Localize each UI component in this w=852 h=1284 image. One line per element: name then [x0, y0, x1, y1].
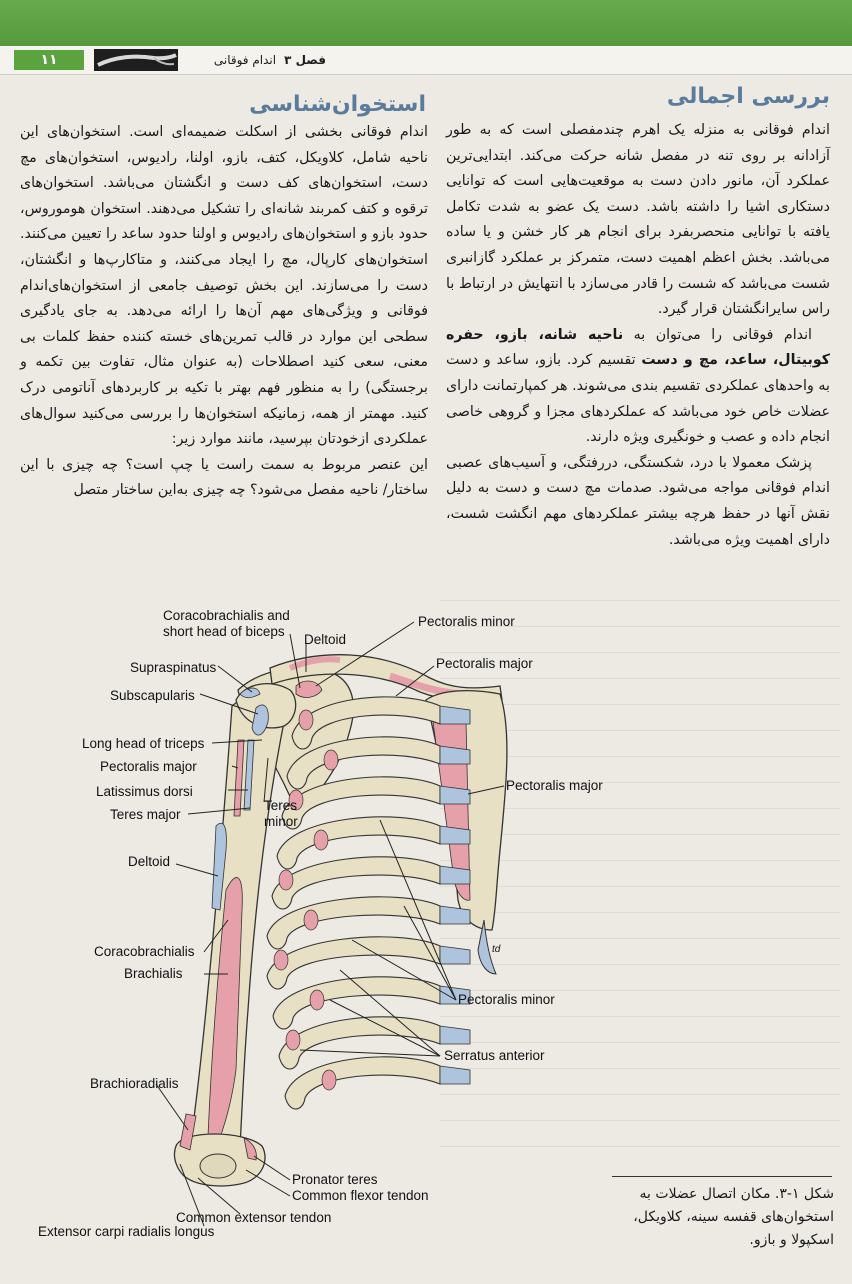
regions-bold: ناحیه شانه، بازو، حفره کوبیتال، ساعد، مچ و دست — [446, 326, 830, 369]
label-pectoralis-major-top: Pectoralis major — [436, 656, 533, 671]
label-teres-minor-2: minor — [264, 814, 298, 829]
chapter-label: فصل ۳ — [284, 53, 326, 67]
serratus-slip — [310, 990, 324, 1010]
label-common-extensor-tendon: Common extensor tendon — [176, 1210, 332, 1225]
label-brachioradialis: Brachioradialis — [90, 1076, 179, 1091]
overview-paragraph-2: اندام فوقانی را می‌توان به ناحیه شانه، بازو، حفره کوبیتال، ساعد، مچ و دست تقسیم کرد. بازو، ساعد و دست به واحدهای عملکردی تقسیم بندی می‌شوند. هر کمپارتمانت دارای عضلات خاص خود می‌باشد که عملکردهای مجزا و گروهی خاصی انجام داده و عصب و خونگیری ویژه دارند. — [446, 326, 830, 446]
overview-paragraph-3: پزشک معمولا با درد، شکستگی، دررفتگی، و آسیب‌های عصبی اندام فوقانی مواجه می‌شود. صدمات مچ دست و دست به دلیل نقش آنها در حفظ هرچه بیشتر عملکردهای مهم انگشت شست، دارای اهمیت ویژه می‌باشد. — [446, 454, 830, 548]
label-coracobrachialis-2: short head of biceps — [163, 624, 285, 639]
page-number: ۱۱ — [14, 50, 84, 70]
chapter-header — [190, 50, 326, 70]
serratus-slip — [279, 870, 293, 890]
costal-cartilage — [440, 1066, 470, 1084]
label-subscapularis: Subscapularis — [110, 688, 195, 703]
caption-rule — [612, 1176, 832, 1177]
label-supraspinatus: Supraspinatus — [130, 660, 217, 675]
label-teres-minor-1: Teres — [264, 798, 298, 813]
heading-overview: بررسی اجمالی — [666, 84, 830, 109]
header-thumbnail-image — [94, 49, 178, 71]
artist-mark: td — [492, 944, 501, 955]
costal-cartilage — [440, 946, 470, 964]
label-pectoralis-minor-bottom: Pectoralis minor — [458, 992, 555, 1007]
osteology-paragraph-1: اندام فوقانی بخشی از اسکلت ضمیمه‌ای است. استخوان‌های این ناحیه شامل، کلاویکل، کتف، بازو، اولنا، رادیوس، استخوان‌های مچ دست، استخوان‌های کف دست و انگشتان می‌باشد. استخوان‌های ترقوه و کتف کمربند شانه‌ای را تشکیل می‌دهند. استخوان هوموروس، حدود بازو و استخوان‌های رادیوس و اولنا حدود ساعد را تعیین می‌کنند. استخوان‌های کارپال، مچ را ایجاد می‌کنند، و متاکارپ‌ها و انگشتان، دست را می‌سازند. این بخش توصیف جامعی از استخوان‌های‌اندام فوقانی و ویژگی‌های مهم آن‌ها را ارائه می‌دهد. به جای یادگیری سطحی این موارد در قالب تمرین‌های خسته کننده حفظ کلمات بی معنی، سعی کنید اصطلاحات (به عنوان مثال، تفاوت بین تکمه و برجستگی) را به منظور فهم بهتر با تکیه بر کاربردهای آناتومی درک کنید. مهمتر از همه، زمانیکه استخوان‌ها را بررسی می‌کنید سوال‌های عملکردی ازخودتان بپرسید، مانند موارد زیر: — [20, 124, 428, 448]
label-deltoid-top: Deltoid — [304, 632, 347, 647]
label-pectoralis-minor-top: Pectoralis minor — [418, 614, 515, 629]
serratus-slip — [286, 1030, 300, 1050]
label-deltoid-left: Deltoid — [128, 854, 171, 869]
overview-column — [446, 118, 830, 553]
serratus-slip — [299, 710, 313, 730]
figure-caption: شکل ۱-۳. مکان اتصال عضلات به استخوان‌های قفسه سینه، کلاویکل، اسکپولا و بازو. — [633, 1186, 834, 1248]
rib — [285, 1057, 440, 1109]
label-coracobrachialis-1: Coracobrachialis and — [163, 608, 290, 623]
label-pectoralis-major-right: Pectoralis major — [506, 778, 603, 793]
costal-cartilage — [440, 1026, 470, 1044]
label-latissimus-dorsi: Latissimus dorsi — [96, 784, 193, 799]
label-teres-major: Teres major — [110, 807, 181, 822]
overview-paragraph-1: اندام فوقانی به منزله یک اهرم چندمفصلی است که به طور آزادانه بر روی تنه در مفصل شانه حرکت می‌کند. ابتدایی‌ترین عملکرد آن، مانور دادن دست به موقعیت‌هایی است که توانایی دستکاری اشیا را داشته باشد. دست یک عضو به شدت تکامل یافته با توانایی منحصربفرد برای انجام هر کار خشن و یا ساده می‌باشد. بخش اعظم اهمیت دست، متمرکز بر عملکرد گازانبری شست می‌باشد که شست را قادر می‌سازد با انتهایش در ارتباط با راس سایرانگشتان قرار گیرد. — [446, 122, 830, 318]
label-extensor-carpi-radialis-longus: Extensor carpi radialis longus — [38, 1224, 215, 1239]
osteology-paragraph-2: این عنصر مربوط به سمت راست یا چپ است؟ چه چیزی با این ساختار/ ناحیه مفصل می‌شود؟ چه چیزی به‌این ساختار متصل — [20, 456, 428, 499]
label-coracobrachialis: Coracobrachialis — [94, 944, 195, 959]
serratus-slip — [322, 1070, 336, 1090]
label-serratus-anterior: Serratus anterior — [444, 1048, 545, 1063]
label-pectoralis-major-left: Pectoralis major — [100, 759, 197, 774]
serratus-slip — [304, 910, 318, 930]
label-common-flexor-tendon: Common flexor tendon — [292, 1188, 429, 1203]
label-pronator-teres: Pronator teres — [292, 1172, 378, 1187]
chapter-title: اندام فوقانی — [213, 53, 277, 67]
serratus-slip — [314, 830, 328, 850]
serratus-slip — [274, 950, 288, 970]
trochlea — [200, 1154, 236, 1178]
label-long-head-triceps: Long head of triceps — [82, 736, 205, 751]
serratus-slip — [324, 750, 338, 770]
label-brachialis: Brachialis — [124, 966, 183, 981]
top-bar-shade — [0, 0, 852, 46]
osteology-column — [20, 120, 428, 504]
heading-osteology: استخوان‌شناسی — [249, 92, 426, 117]
